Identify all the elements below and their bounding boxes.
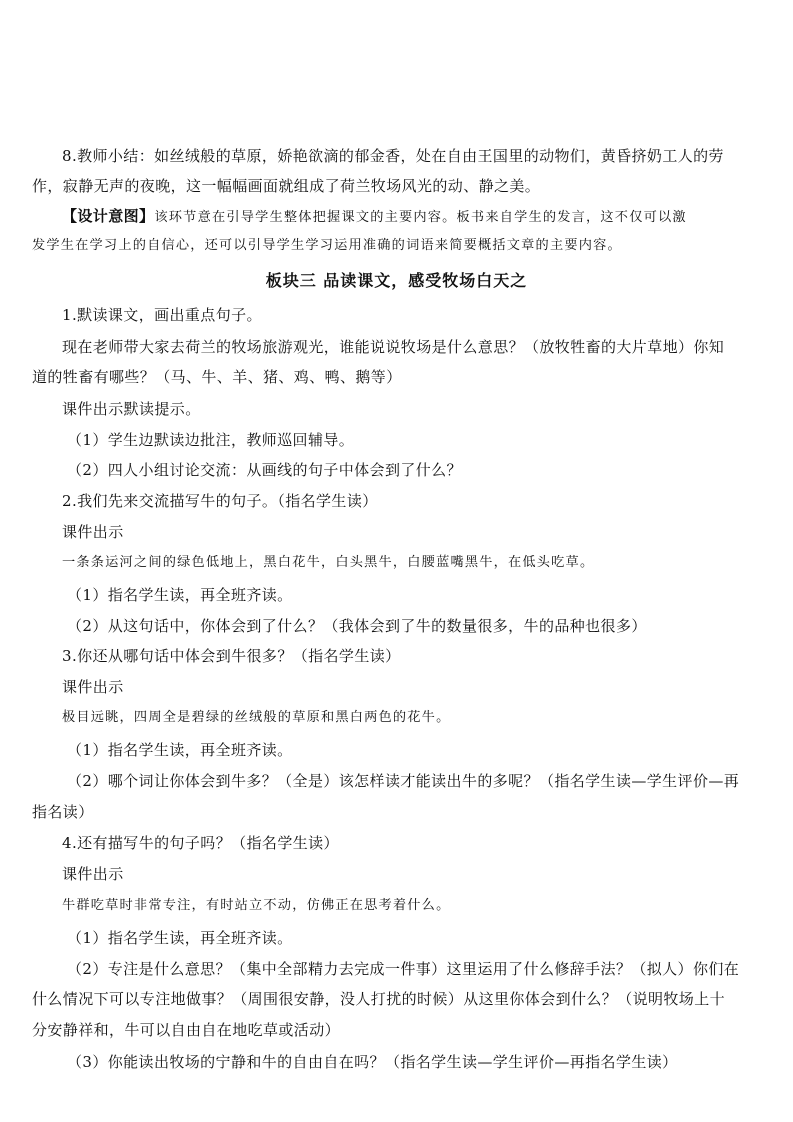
step-3-title: 3.你还从哪句话中体会到牛很多？（指名学生读） — [62, 647, 401, 665]
step-2-item-2: （2）从这句话中，你体会到了什么？（我体会到了牛的数量很多，牛的品种也很多） — [67, 617, 647, 635]
step-4-show: 课件出示 — [62, 865, 124, 883]
step-4-item-2-line-1: （2）专注是什么意思？（集中全部精力去完成一件事）这里运用了什么修辞手法？（拟人）你们在 — [67, 960, 740, 978]
step-2-title: 2.我们先来交流描写牛的句子。（指名学生读） — [62, 492, 378, 510]
step-3-quote: 极目远眺，四周全是碧绿的丝绒般的草原和黑白两色的花牛。 — [62, 710, 451, 725]
step-1-prompt: 课件出示默读提示。 — [62, 400, 201, 418]
design-intent-text: 该环节意在引导学生整体把握课文的主要内容。板书来自学生的发言，这不仅可以激 — [154, 210, 687, 225]
step-1-item-1: （1）学生边默读边批注，教师巡回辅导。 — [67, 431, 355, 449]
section-title: 板块三 品读课文，感受牧场白天之 — [265, 271, 528, 290]
step-3-item-2-line-2: 指名读） — [32, 803, 94, 821]
step-4-title: 4.还有描写牛的句子吗？（指名学生读） — [62, 834, 339, 852]
step-1-question-line-1: 现在老师带大家去荷兰的牧场旅游观光，谁能说说牧场是什么意思？（放牧牲畜的大片草地）你知 — [62, 338, 725, 356]
step-4-item-1: （1）指名学生读，再全班齐读。 — [67, 929, 293, 947]
step-4-item-2-line-2: 什么情况下可以专注地做事？（周围很安静，没人打扰的时候）从这里你体会到什么？（说明牧场上十 — [32, 990, 726, 1008]
summary-line-2: 作，寂静无声的夜晚，这一幅幅画面就组成了荷兰牧场风光的动、静之美。 — [32, 177, 541, 195]
design-intent-line-2: 发学生在学习上的自信心，还可以引导学生学习运用准确的词语来简要概括文章的主要内容。 — [32, 238, 622, 253]
step-4-item-3: （3）你能读出牧场的宁静和牛的自由自在吗？（指名学生读—学生评价—再指名学生读） — [67, 1053, 678, 1071]
design-intent-line-1 — [62, 206, 762, 228]
step-1-question-line-2: 道的牲畜有哪些？（马、牛、羊、猪、鸡、鸭、鹅等） — [32, 368, 402, 386]
step-3-item-2-line-1: （2）哪个词让你体会到牛多？（全是）该怎样读才能读出牛的多呢？（指名学生读—学生评价—再 — [67, 772, 740, 790]
step-2-show: 课件出示 — [62, 523, 124, 541]
step-4-quote: 牛群吃草时非常专注，有时站立不动，仿佛正在思考着什么。 — [62, 898, 451, 913]
summary-line-1: 8.教师小结：如丝绒般的草原，娇艳欲滴的郁金香，处在自由王国里的动物们，黄昏挤奶工人的劳 — [62, 147, 724, 165]
design-intent-tag: 【设计意图】 — [62, 207, 155, 225]
step-3-show: 课件出示 — [62, 678, 124, 696]
step-4-item-2-line-3: 分安静祥和，牛可以自由自在地吃草或活动） — [32, 1021, 341, 1039]
step-2-quote: 一条条运河之间的绿色低地上，黑白花牛，白头黑牛，白腰蓝嘴黑牛，在低头吃草。 — [62, 555, 595, 570]
step-1-title: 1.默读课文，画出重点句子。 — [62, 306, 262, 324]
step-2-item-1: （1）指名学生读，再全班齐读。 — [67, 586, 293, 604]
step-3-item-1: （1）指名学生读，再全班齐读。 — [67, 741, 293, 759]
step-1-item-2: （2）四人小组讨论交流：从画线的句子中体会到了什么？ — [67, 461, 462, 479]
